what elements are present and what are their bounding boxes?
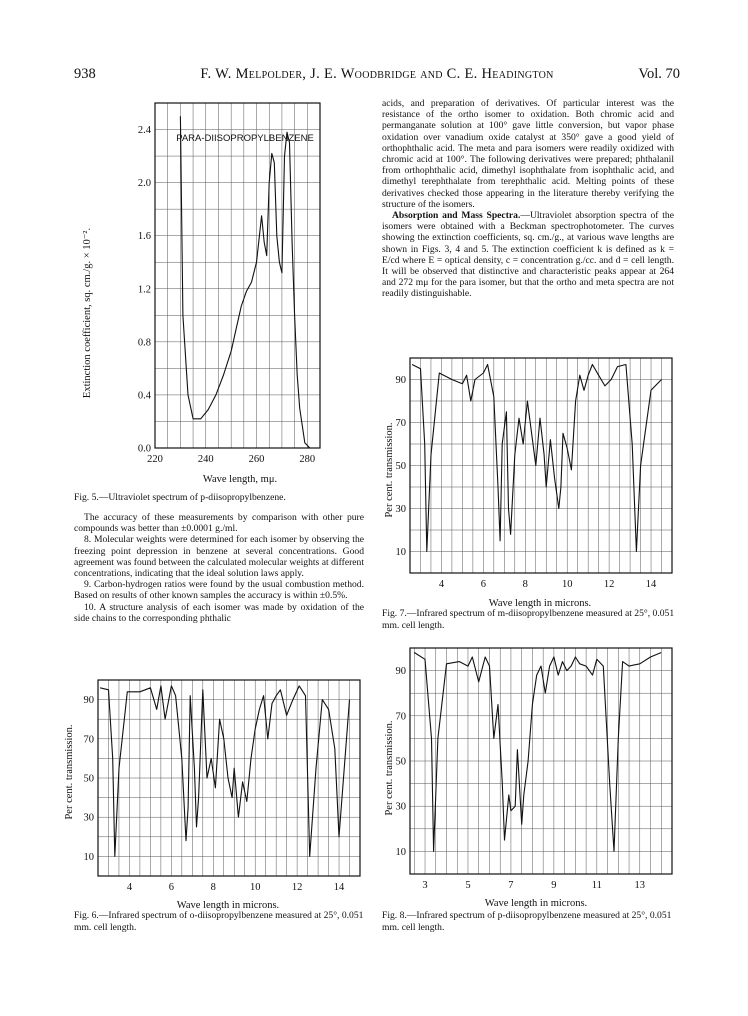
- fig5-x-tick-label: 260: [248, 454, 265, 465]
- fig7-x-tick-label: 4: [438, 579, 445, 590]
- body-paragraph: The accuracy of these measurements by comparison with other pure compounds was better than ±0.0001 g./ml.: [74, 512, 364, 535]
- fig5-x-tick-label: 240: [197, 454, 214, 465]
- fig7-y-axis-label: Per cent. transmission.: [384, 422, 395, 518]
- fig5-y-tick-label: 0.4: [137, 390, 151, 402]
- fig6-x-tick-label: 10: [249, 882, 261, 893]
- body-paragraph: acids, and preparation of derivatives. Of particular interest was the resistance of the ortho isomer to oxidation. Both chromic acid and permanganate solution at 100° gave little conversion, but vapor phase oxidation over vanadium oxide catalyst at 350° gave a good yield of orthophthalic acid. The meta and para isomers were readily oxidized with chromic acid at 100°. The following derivatives were prepared; phthalanil from orthophthalic acid, dimethyl isophthalate from isophthalic acid, and dimethyl terephthalate from terephthalic acid. Melting points of these derivatives checked those appearing in the literature thereby verifying the structure of the isomers.: [382, 98, 674, 210]
- fig6-y-tick-label: 50: [83, 773, 94, 785]
- fig5-y-tick-label: 1.2: [137, 284, 151, 296]
- fig7-axes: [396, 358, 673, 590]
- fig7-chart: [380, 350, 680, 610]
- fig8-y-tick-label: 90: [395, 666, 406, 678]
- fig6-chart: [60, 672, 368, 912]
- fig8-x-tick-label: 11: [591, 880, 602, 891]
- fig7-y-tick-label: 70: [395, 418, 406, 429]
- fig8-y-tick-label: 50: [395, 756, 406, 768]
- fig8-y-tick-label: 30: [395, 801, 406, 813]
- fig5-y-tick-label: 0.8: [137, 337, 151, 349]
- fig7-y-tick-label: 90: [395, 375, 406, 386]
- left-column-text: [74, 512, 364, 624]
- fig7-caption-label: Fig. 7.: [382, 608, 407, 619]
- fig8-y-axis-label: Per cent. transmission.: [384, 720, 395, 816]
- fig8-y-tick-label: 70: [395, 711, 406, 723]
- fig8-caption-label: Fig. 8.: [382, 910, 407, 921]
- fig6-x-tick-label: 14: [333, 882, 345, 893]
- fig6-y-axis-label: Per cent. transmission.: [64, 724, 75, 820]
- fig7-x-axis-label: Wave length in microns.: [488, 598, 592, 609]
- fig6-x-axis-label: Wave length in microns.: [176, 900, 280, 911]
- fig6-x-tick-label: 6: [168, 882, 174, 893]
- fig8-x-tick-label: 3: [422, 880, 428, 891]
- fig8-caption: [382, 910, 678, 933]
- fig8-axes: [396, 648, 673, 891]
- body-paragraph: 9. Carbon-hydrogen ratios were found by the usual combustion method. Based on results of other known samples the accuracy is within ±0.5%.: [74, 579, 364, 602]
- fig8-chart: [380, 642, 680, 910]
- fig7-y-tick-label: 10: [395, 547, 406, 558]
- fig8-x-axis-label: Wave length in microns.: [484, 898, 588, 909]
- fig6-y-tick-label: 10: [83, 851, 94, 863]
- fig8-spectrum-line: [414, 653, 661, 852]
- fig6-spectrum-line: [100, 686, 349, 857]
- fig5-axes: [138, 103, 320, 465]
- fig5-x-axis-label: Wave length, mμ.: [202, 474, 278, 485]
- fig8-x-tick-label: 9: [551, 880, 557, 891]
- fig5-title: PARA-DIISOPROPYLBENZENE: [176, 133, 314, 144]
- fig6-y-tick-label: 90: [83, 695, 94, 707]
- fig5-spectrum-line: [180, 116, 309, 448]
- running-head-authors: F. W. Melpolder, J. E. Woodbridge and C. E. Headington: [200, 66, 554, 82]
- fig6-caption-text: —Infrared spectrum of o-diisopropylbenzene measured at 25°, 0.051 mm. cell length.: [74, 910, 364, 933]
- fig6-caption: [74, 910, 366, 933]
- fig7-y-tick-label: 30: [395, 504, 406, 515]
- fig5-y-axis-label: Extinction coefficient, sq. cm./g. × 10⁻².: [82, 227, 93, 399]
- fig7-x-tick-label: 10: [561, 579, 573, 590]
- fig8-x-tick-label: 7: [508, 880, 514, 891]
- fig5-x-tick-label: 220: [147, 454, 163, 465]
- fig6-y-tick-label: 70: [83, 734, 94, 746]
- fig8-y-tick-label: 10: [395, 846, 406, 858]
- fig5-chart: [60, 98, 345, 488]
- fig5-y-tick-label: 2.0: [137, 178, 151, 190]
- fig5-y-tick-label: 1.6: [137, 231, 151, 243]
- fig7-x-tick-label: 8: [522, 579, 528, 590]
- fig5-y-tick-label: 0.0: [137, 443, 151, 455]
- volume-label: Vol. 70: [638, 66, 680, 82]
- page-number: 938: [74, 66, 96, 82]
- fig5-x-tick-label: 280: [299, 454, 316, 465]
- body-paragraph: 8. Molecular weights were determined for each isomer by observing the freezing point depression in benzene at several concentrations. Good agreement was found between the calculated molecular weights at different concentrations, indicating that the ideal solution laws apply.: [74, 534, 364, 580]
- fig6-axes: [84, 680, 361, 893]
- fig7-x-tick-label: 12: [603, 579, 615, 590]
- fig6-x-tick-label: 8: [210, 882, 216, 893]
- paragraph-text: —Ultraviolet absorption spectra of the isomers were obtained with a Beckman spectrophotometer. The curves showing the extinction coefficients, sq. cm./g., at various wave lengths are shown in Figs. 3, 4 and 5. The extinction coefficient k is defined as k = E/cd where E = optical density, c = concentration g./cc. and d = cell length. It will be observed that distinctive and characteristic peaks appear at 264 and 272 mμ for the para isomer, but that the ortho and meta spectra are not readily distinguishable.: [382, 210, 674, 300]
- fig8-x-tick-label: 5: [465, 880, 471, 891]
- fig6-y-tick-label: 30: [83, 812, 94, 824]
- body-paragraph: [382, 210, 674, 300]
- fig8-caption-text: —Infrared spectrum of p-diisopropylbenzene measured at 25°, 0.051 mm. cell length.: [382, 910, 672, 933]
- fig6-x-tick-label: 12: [291, 882, 303, 893]
- fig7-x-tick-label: 14: [645, 579, 657, 590]
- fig5-y-tick-label: 2.4: [137, 125, 151, 137]
- fig5-plot-frame: [155, 103, 320, 448]
- fig7-caption-text: —Infrared spectrum of m-diisopropylbenzene measured at 25°, 0.051 mm. cell length.: [382, 608, 675, 631]
- fig7-spectrum-line: [412, 365, 661, 552]
- body-paragraph: 10. A structure analysis of each isomer was made by oxidation of the side chains to the corresponding phthalic: [74, 601, 364, 624]
- fig7-y-tick-label: 50: [395, 461, 406, 472]
- fig6-x-tick-label: 4: [126, 882, 133, 893]
- right-column-text: [382, 98, 674, 300]
- fig7-x-tick-label: 6: [480, 579, 486, 590]
- running-head: [74, 66, 680, 84]
- fig6-caption-label: Fig. 6.: [74, 910, 99, 921]
- section-heading: Absorption and Mass Spectra.: [392, 210, 521, 222]
- fig8-x-tick-label: 13: [634, 880, 646, 891]
- fig7-caption: [382, 608, 678, 631]
- fig5-caption: Fig. 5.—Ultraviolet spectrum of p-diisopropylbenzene.: [74, 492, 286, 503]
